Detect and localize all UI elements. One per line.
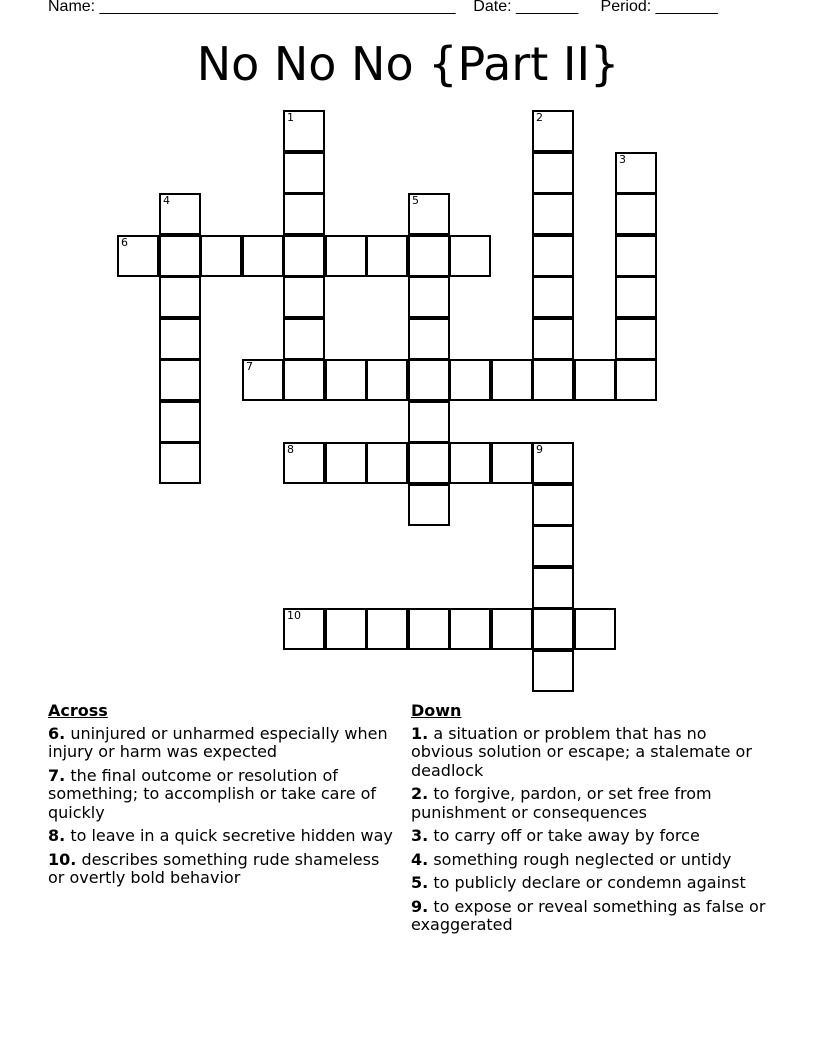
grid-cell[interactable]	[366, 235, 408, 277]
grid-cell[interactable]	[159, 401, 201, 443]
down-clue	[411, 827, 771, 846]
clue-number: 1.	[411, 723, 429, 743]
across-clue	[48, 851, 398, 888]
grid-cell[interactable]	[449, 359, 491, 401]
down-clue	[411, 725, 771, 781]
grid-cell[interactable]	[200, 235, 242, 277]
cell-number: 4	[163, 194, 170, 207]
grid-cell[interactable]	[491, 359, 533, 401]
grid-cell[interactable]	[532, 608, 574, 650]
down-clues	[411, 702, 771, 940]
grid-cell[interactable]	[532, 442, 574, 484]
grid-cell[interactable]	[532, 318, 574, 360]
grid-cell[interactable]	[574, 359, 616, 401]
clue-number: 2.	[411, 784, 429, 803]
grid-cell[interactable]	[408, 318, 450, 360]
grid-cell[interactable]	[615, 318, 657, 360]
grid-cell[interactable]	[532, 276, 574, 318]
cell-number: 7	[246, 360, 253, 373]
clue-number: 3.	[411, 826, 429, 845]
grid-cell[interactable]	[449, 442, 491, 484]
grid-cell[interactable]	[532, 110, 574, 152]
grid-cell[interactable]	[574, 608, 616, 650]
clue-text: the final outcome or resolution of something; to accomplish or take care of quickly	[48, 765, 377, 822]
grid-cell[interactable]	[283, 608, 325, 650]
clue-number: 4.	[411, 849, 429, 869]
grid-cell[interactable]	[159, 359, 201, 401]
clue-text: to publicly declare or condemn against	[433, 873, 746, 892]
grid-cell[interactable]	[408, 193, 450, 235]
date-field-label[interactable]: Date: _______	[473, 0, 579, 15]
clue-text: uninjured or unharmed especially when injury or harm was expected	[48, 723, 388, 761]
grid-cell[interactable]	[283, 235, 325, 277]
cell-number: 3	[619, 153, 626, 166]
grid-cell[interactable]	[532, 152, 574, 194]
grid-cell[interactable]	[532, 525, 574, 567]
grid-cell[interactable]	[408, 484, 450, 526]
cell-number: 5	[412, 194, 419, 207]
grid-cell[interactable]	[449, 235, 491, 277]
clue-number: 7.	[48, 765, 66, 785]
down-clue	[411, 785, 771, 822]
grid-cell[interactable]	[159, 193, 201, 235]
down-heading: Down	[411, 701, 462, 720]
clue-text: to expose or reveal something as false or exaggerated	[411, 896, 766, 934]
clue-number: 9.	[411, 896, 429, 916]
across-heading: Across	[48, 701, 108, 720]
clue-number: 10.	[48, 849, 77, 869]
grid-cell[interactable]	[532, 567, 574, 609]
clue-text: something rough neglected or untidy	[433, 849, 732, 869]
grid-cell[interactable]	[408, 401, 450, 443]
down-clue	[411, 898, 771, 935]
grid-cell[interactable]	[491, 442, 533, 484]
grid-cell[interactable]	[366, 608, 408, 650]
grid-cell[interactable]	[242, 235, 284, 277]
grid-cell[interactable]	[408, 276, 450, 318]
across-clue	[48, 725, 398, 762]
across-clue	[48, 827, 398, 846]
grid-cell[interactable]	[283, 110, 325, 152]
grid-cell[interactable]	[615, 193, 657, 235]
clue-text: to leave in a quick secretive hidden way	[70, 826, 393, 845]
grid-cell[interactable]	[532, 650, 574, 692]
period-field-label[interactable]: Period: _______	[600, 0, 718, 15]
grid-cell[interactable]	[366, 359, 408, 401]
grid-cell[interactable]	[159, 442, 201, 484]
grid-cell[interactable]	[408, 359, 450, 401]
grid-cell[interactable]	[366, 442, 408, 484]
clue-text: to forgive, pardon, or set free from punishment or consequences	[411, 784, 712, 822]
grid-cell[interactable]	[408, 442, 450, 484]
across-clues	[48, 702, 398, 893]
grid-cell[interactable]	[242, 359, 284, 401]
grid-cell[interactable]	[325, 235, 367, 277]
grid-cell[interactable]	[283, 359, 325, 401]
grid-cell[interactable]	[283, 276, 325, 318]
grid-cell[interactable]	[283, 442, 325, 484]
clue-number: 5.	[411, 873, 429, 892]
clue-text: to carry off or take away by force	[433, 826, 700, 845]
across-clue	[48, 767, 398, 823]
grid-cell[interactable]	[532, 359, 574, 401]
grid-cell[interactable]	[159, 318, 201, 360]
grid-cell[interactable]	[615, 276, 657, 318]
cell-number: 1	[287, 111, 294, 124]
cell-number: 2	[536, 111, 543, 124]
cell-number: 9	[536, 443, 543, 456]
cell-number: 6	[121, 236, 128, 249]
grid-cell[interactable]	[117, 235, 159, 277]
grid-cell[interactable]	[615, 359, 657, 401]
grid-cell[interactable]	[532, 484, 574, 526]
clue-number: 8.	[48, 826, 66, 845]
clue-text: describes something rude shameless or overtly bold behavior	[48, 849, 380, 887]
grid-cell[interactable]	[283, 318, 325, 360]
grid-cell[interactable]	[325, 608, 367, 650]
name-field-label[interactable]: Name: ________________________________________	[48, 0, 456, 15]
grid-cell[interactable]	[615, 235, 657, 277]
clue-number: 6.	[48, 723, 66, 743]
grid-cell[interactable]	[491, 608, 533, 650]
grid-cell[interactable]	[283, 193, 325, 235]
grid-cell[interactable]	[532, 235, 574, 277]
puzzle-title: No No No {Part II}	[196, 37, 620, 91]
grid-cell[interactable]	[283, 152, 325, 194]
cell-number: 8	[287, 443, 294, 456]
clue-text: a situation or problem that has no obvious solution or escape; a stalemate or deadlock	[411, 723, 752, 780]
grid-cell[interactable]	[325, 442, 367, 484]
grid-cell[interactable]	[615, 152, 657, 194]
grid-cell[interactable]	[449, 608, 491, 650]
cell-number: 10	[287, 609, 301, 622]
down-clue	[411, 851, 771, 870]
grid-cell[interactable]	[159, 235, 201, 277]
grid-cell[interactable]	[159, 276, 201, 318]
grid-cell[interactable]	[408, 235, 450, 277]
grid-cell[interactable]	[325, 359, 367, 401]
grid-cell[interactable]	[532, 193, 574, 235]
grid-cell[interactable]	[408, 608, 450, 650]
down-clue	[411, 874, 771, 893]
